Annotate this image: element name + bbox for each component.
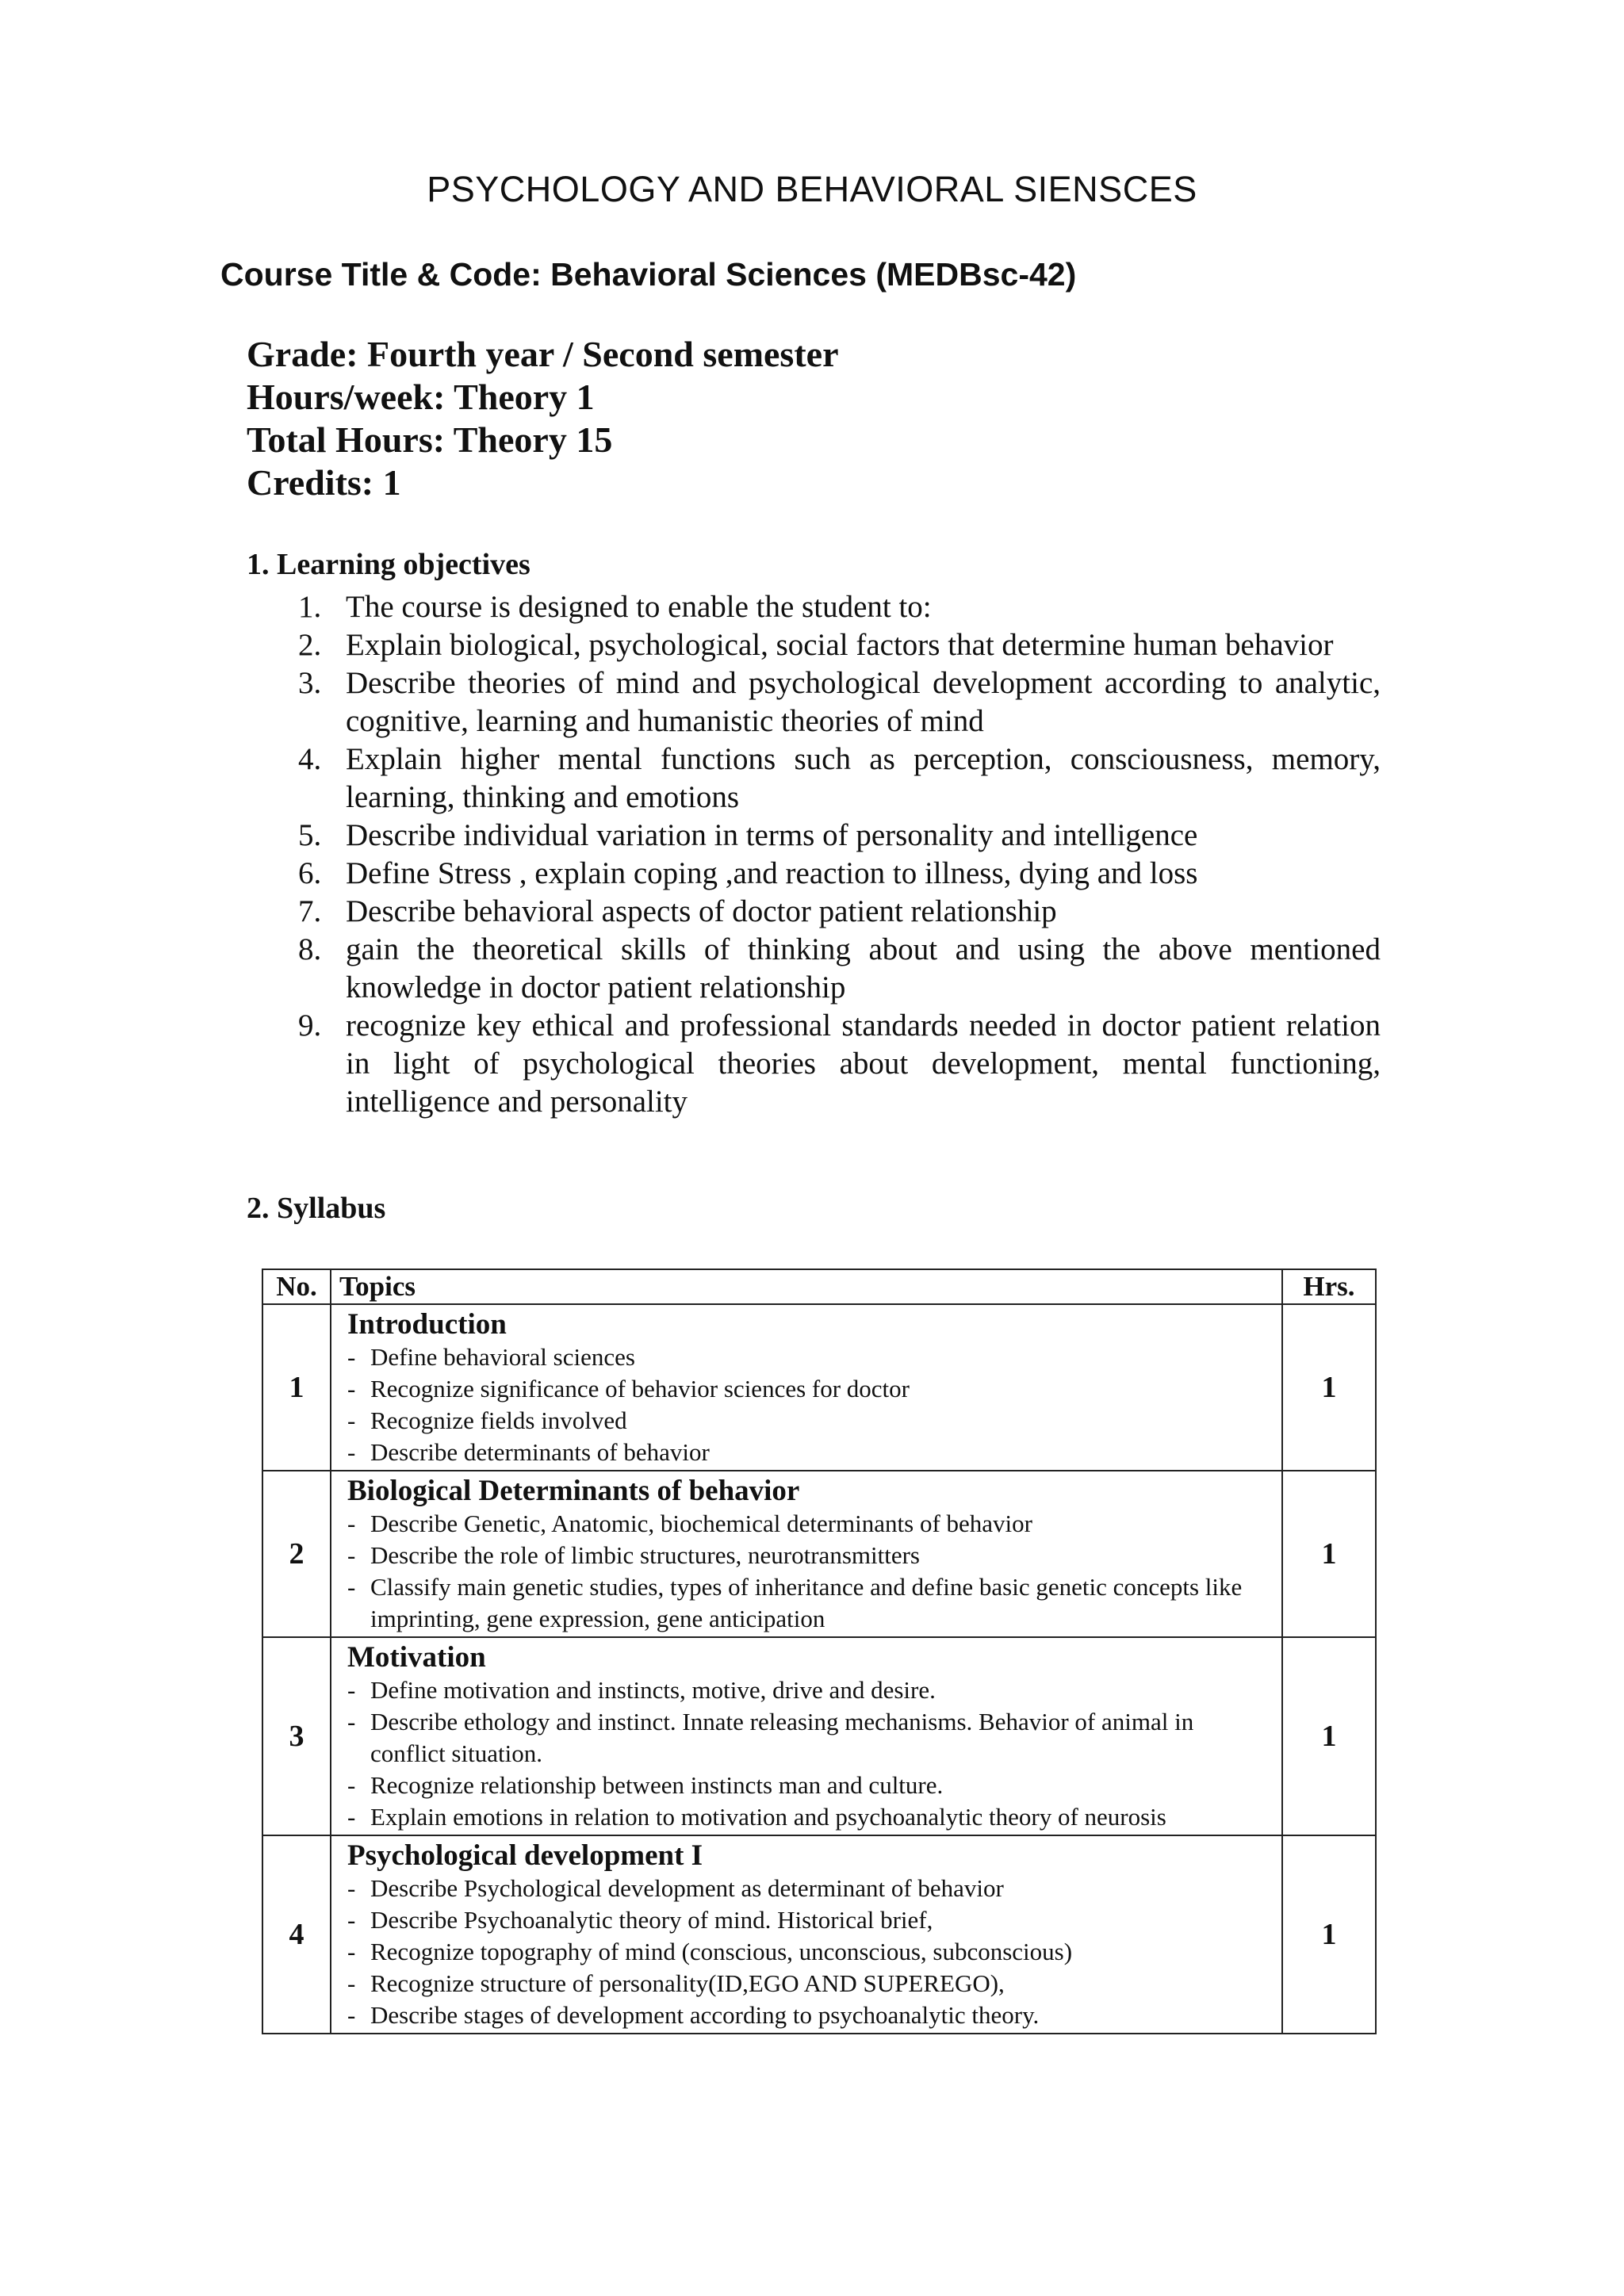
topic-item-text: Recognize fields involved	[370, 1406, 627, 1434]
bullet-marker: -	[347, 1438, 356, 1466]
topic-item	[347, 1373, 1270, 1405]
objective-number: 6.	[298, 856, 322, 890]
objective-item	[298, 817, 1381, 855]
topic-item-text: Define motivation and instincts, motive, drive and desire.	[370, 1676, 936, 1704]
topic-title: Motivation	[347, 1641, 486, 1674]
course-info	[247, 333, 839, 504]
row-hours: 1	[1282, 1304, 1376, 1471]
topic-item-text: Describe stages of development according to psychoanalytic theory.	[370, 2001, 1040, 2029]
topic-item	[347, 1904, 1270, 1936]
topic-title: Introduction	[347, 1308, 507, 1341]
bullet-marker: -	[347, 1406, 356, 1434]
bullet-marker: -	[347, 1510, 356, 1537]
column-header-hrs: Hrs.	[1282, 1269, 1376, 1304]
topic-item	[347, 1540, 1270, 1571]
bullet-marker: -	[347, 1708, 356, 1735]
topic-items	[347, 1341, 1270, 1468]
grade-line: Grade: Fourth year / Second semester	[247, 334, 839, 374]
bullet-marker: -	[347, 1375, 356, 1402]
topic-items	[347, 1873, 1270, 2031]
row-number: 3	[262, 1637, 331, 1835]
topic-title: Psychological development I	[347, 1839, 703, 1872]
column-header-no: No.	[262, 1269, 331, 1304]
objective-item	[298, 664, 1381, 740]
topic-item	[347, 1571, 1270, 1635]
objective-number: 8.	[298, 932, 322, 966]
objective-number: 5.	[298, 818, 322, 852]
objective-item	[298, 588, 1381, 626]
topic-item	[347, 1508, 1270, 1540]
topic-item	[347, 1999, 1270, 2031]
objective-item	[298, 855, 1381, 893]
topic-item-text: Classify main genetic studies, types of inheritance and define basic genetic concepts like imprinting, gene expression, gene anticipation	[370, 1573, 1243, 1632]
topic-item	[347, 1801, 1270, 1833]
objective-text: Define Stress , explain coping ,and reaction to illness, dying and loss	[346, 856, 1198, 890]
topic-item-text: Recognize topography of mind (conscious, unconscious, subconscious)	[370, 1938, 1073, 1965]
topic-item-text: Describe Psychological development as determinant of behavior	[370, 1874, 1004, 1902]
hours-week-line: Hours/week: Theory 1	[247, 377, 595, 417]
topic-item	[347, 1437, 1270, 1468]
objective-number: 1.	[298, 590, 322, 624]
objective-text: Describe behavioral aspects of doctor patient relationship	[346, 894, 1057, 928]
row-number: 4	[262, 1835, 331, 2034]
row-hours: 1	[1282, 1471, 1376, 1637]
topic-item	[347, 1405, 1270, 1437]
objective-text: Describe theories of mind and psychological development according to analytic, cognitive, learning and humanistic theories of mind	[346, 666, 1381, 738]
bullet-marker: -	[347, 1969, 356, 1997]
bullet-marker: -	[347, 2001, 356, 2029]
topic-item-text: Describe the role of limbic structures, neurotransmitters	[370, 1541, 920, 1569]
bullet-marker: -	[347, 1803, 356, 1831]
topic-item-text: Recognize structure of personality(ID,EGO AND SUPEREGO),	[370, 1969, 1005, 1997]
bullet-marker: -	[347, 1906, 356, 1934]
topic-item-text: Recognize relationship between instincts man and culture.	[370, 1771, 944, 1799]
objective-text: The course is designed to enable the student to:	[346, 590, 932, 624]
bullet-marker: -	[347, 1874, 356, 1902]
objective-item	[298, 893, 1381, 931]
bullet-marker: -	[347, 1938, 356, 1965]
topic-item	[347, 1936, 1270, 1968]
row-topic	[331, 1471, 1282, 1637]
objectives-heading: 1. Learning objectives	[247, 548, 530, 581]
topic-item-text: Explain emotions in relation to motivation and psychoanalytic theory of neurosis	[370, 1803, 1166, 1831]
row-number: 1	[262, 1304, 331, 1471]
table-row	[262, 1835, 1376, 2034]
row-topic	[331, 1637, 1282, 1835]
column-header-topics: Topics	[331, 1269, 1282, 1304]
topic-item-text: Define behavioral sciences	[370, 1343, 635, 1371]
objective-item	[298, 740, 1381, 817]
topic-item-text: Describe determinants of behavior	[370, 1438, 710, 1466]
bullet-marker: -	[347, 1343, 356, 1371]
topic-item	[347, 1968, 1270, 1999]
objective-item	[298, 931, 1381, 1007]
topic-items	[347, 1508, 1270, 1635]
bullet-marker: -	[347, 1541, 356, 1569]
course-title: Course Title & Code: Behavioral Sciences (MEDBsc-42)	[220, 256, 1077, 293]
objective-number: 7.	[298, 894, 322, 928]
table-header-row	[262, 1269, 1376, 1304]
objective-text: Explain higher mental functions such as perception, consciousness, memory, learning, thinking and emotions	[346, 742, 1381, 814]
bullet-marker: -	[347, 1771, 356, 1799]
objective-number: 9.	[298, 1008, 322, 1043]
objective-number: 4.	[298, 742, 322, 776]
table-row	[262, 1637, 1376, 1835]
topic-item	[347, 1873, 1270, 1904]
objective-text: Explain biological, psychological, social factors that determine human behavior	[346, 628, 1334, 662]
objective-text: recognize key ethical and professional standards needed in doctor patient relation in light of psychological theories about development, mental functioning, intelligence and personality	[346, 1008, 1381, 1119]
total-hours-line: Total Hours: Theory 15	[247, 419, 613, 460]
syllabus-table-body	[262, 1304, 1376, 2034]
objective-item	[298, 626, 1381, 664]
objective-number: 3.	[298, 666, 322, 700]
row-hours: 1	[1282, 1835, 1376, 2034]
topic-item-text: Recognize significance of behavior sciences for doctor	[370, 1375, 910, 1402]
objective-text: gain the theoretical skills of thinking about and using the above mentioned knowledge in doctor patient relationship	[346, 932, 1381, 1004]
topic-item	[347, 1706, 1270, 1770]
topic-items	[347, 1674, 1270, 1833]
page-title: PSYCHOLOGY AND BEHAVIORAL SIENSCES	[427, 169, 1197, 209]
objectives-list	[298, 588, 1381, 1121]
objective-item	[298, 1007, 1381, 1121]
credits-line: Credits: 1	[247, 462, 401, 503]
topic-item	[347, 1674, 1270, 1706]
table-row	[262, 1471, 1376, 1637]
topic-item	[347, 1341, 1270, 1373]
bullet-marker: -	[347, 1573, 356, 1601]
topic-item-text: Describe ethology and instinct. Innate releasing mechanisms. Behavior of animal in conflict situation.	[370, 1708, 1194, 1767]
topic-item-text: Describe Genetic, Anatomic, biochemical determinants of behavior	[370, 1510, 1032, 1537]
row-topic	[331, 1835, 1282, 2034]
objective-number: 2.	[298, 628, 322, 662]
topic-title: Biological Determinants of behavior	[347, 1475, 800, 1507]
bullet-marker: -	[347, 1676, 356, 1704]
syllabus-table	[262, 1269, 1377, 2034]
objective-text: Describe individual variation in terms of personality and intelligence	[346, 818, 1198, 852]
row-hours: 1	[1282, 1637, 1376, 1835]
syllabus-heading: 2. Syllabus	[247, 1192, 386, 1225]
topic-item-text: Describe Psychoanalytic theory of mind. Historical brief,	[370, 1906, 933, 1934]
row-number: 2	[262, 1471, 331, 1637]
topic-item	[347, 1770, 1270, 1801]
row-topic	[331, 1304, 1282, 1471]
table-row	[262, 1304, 1376, 1471]
